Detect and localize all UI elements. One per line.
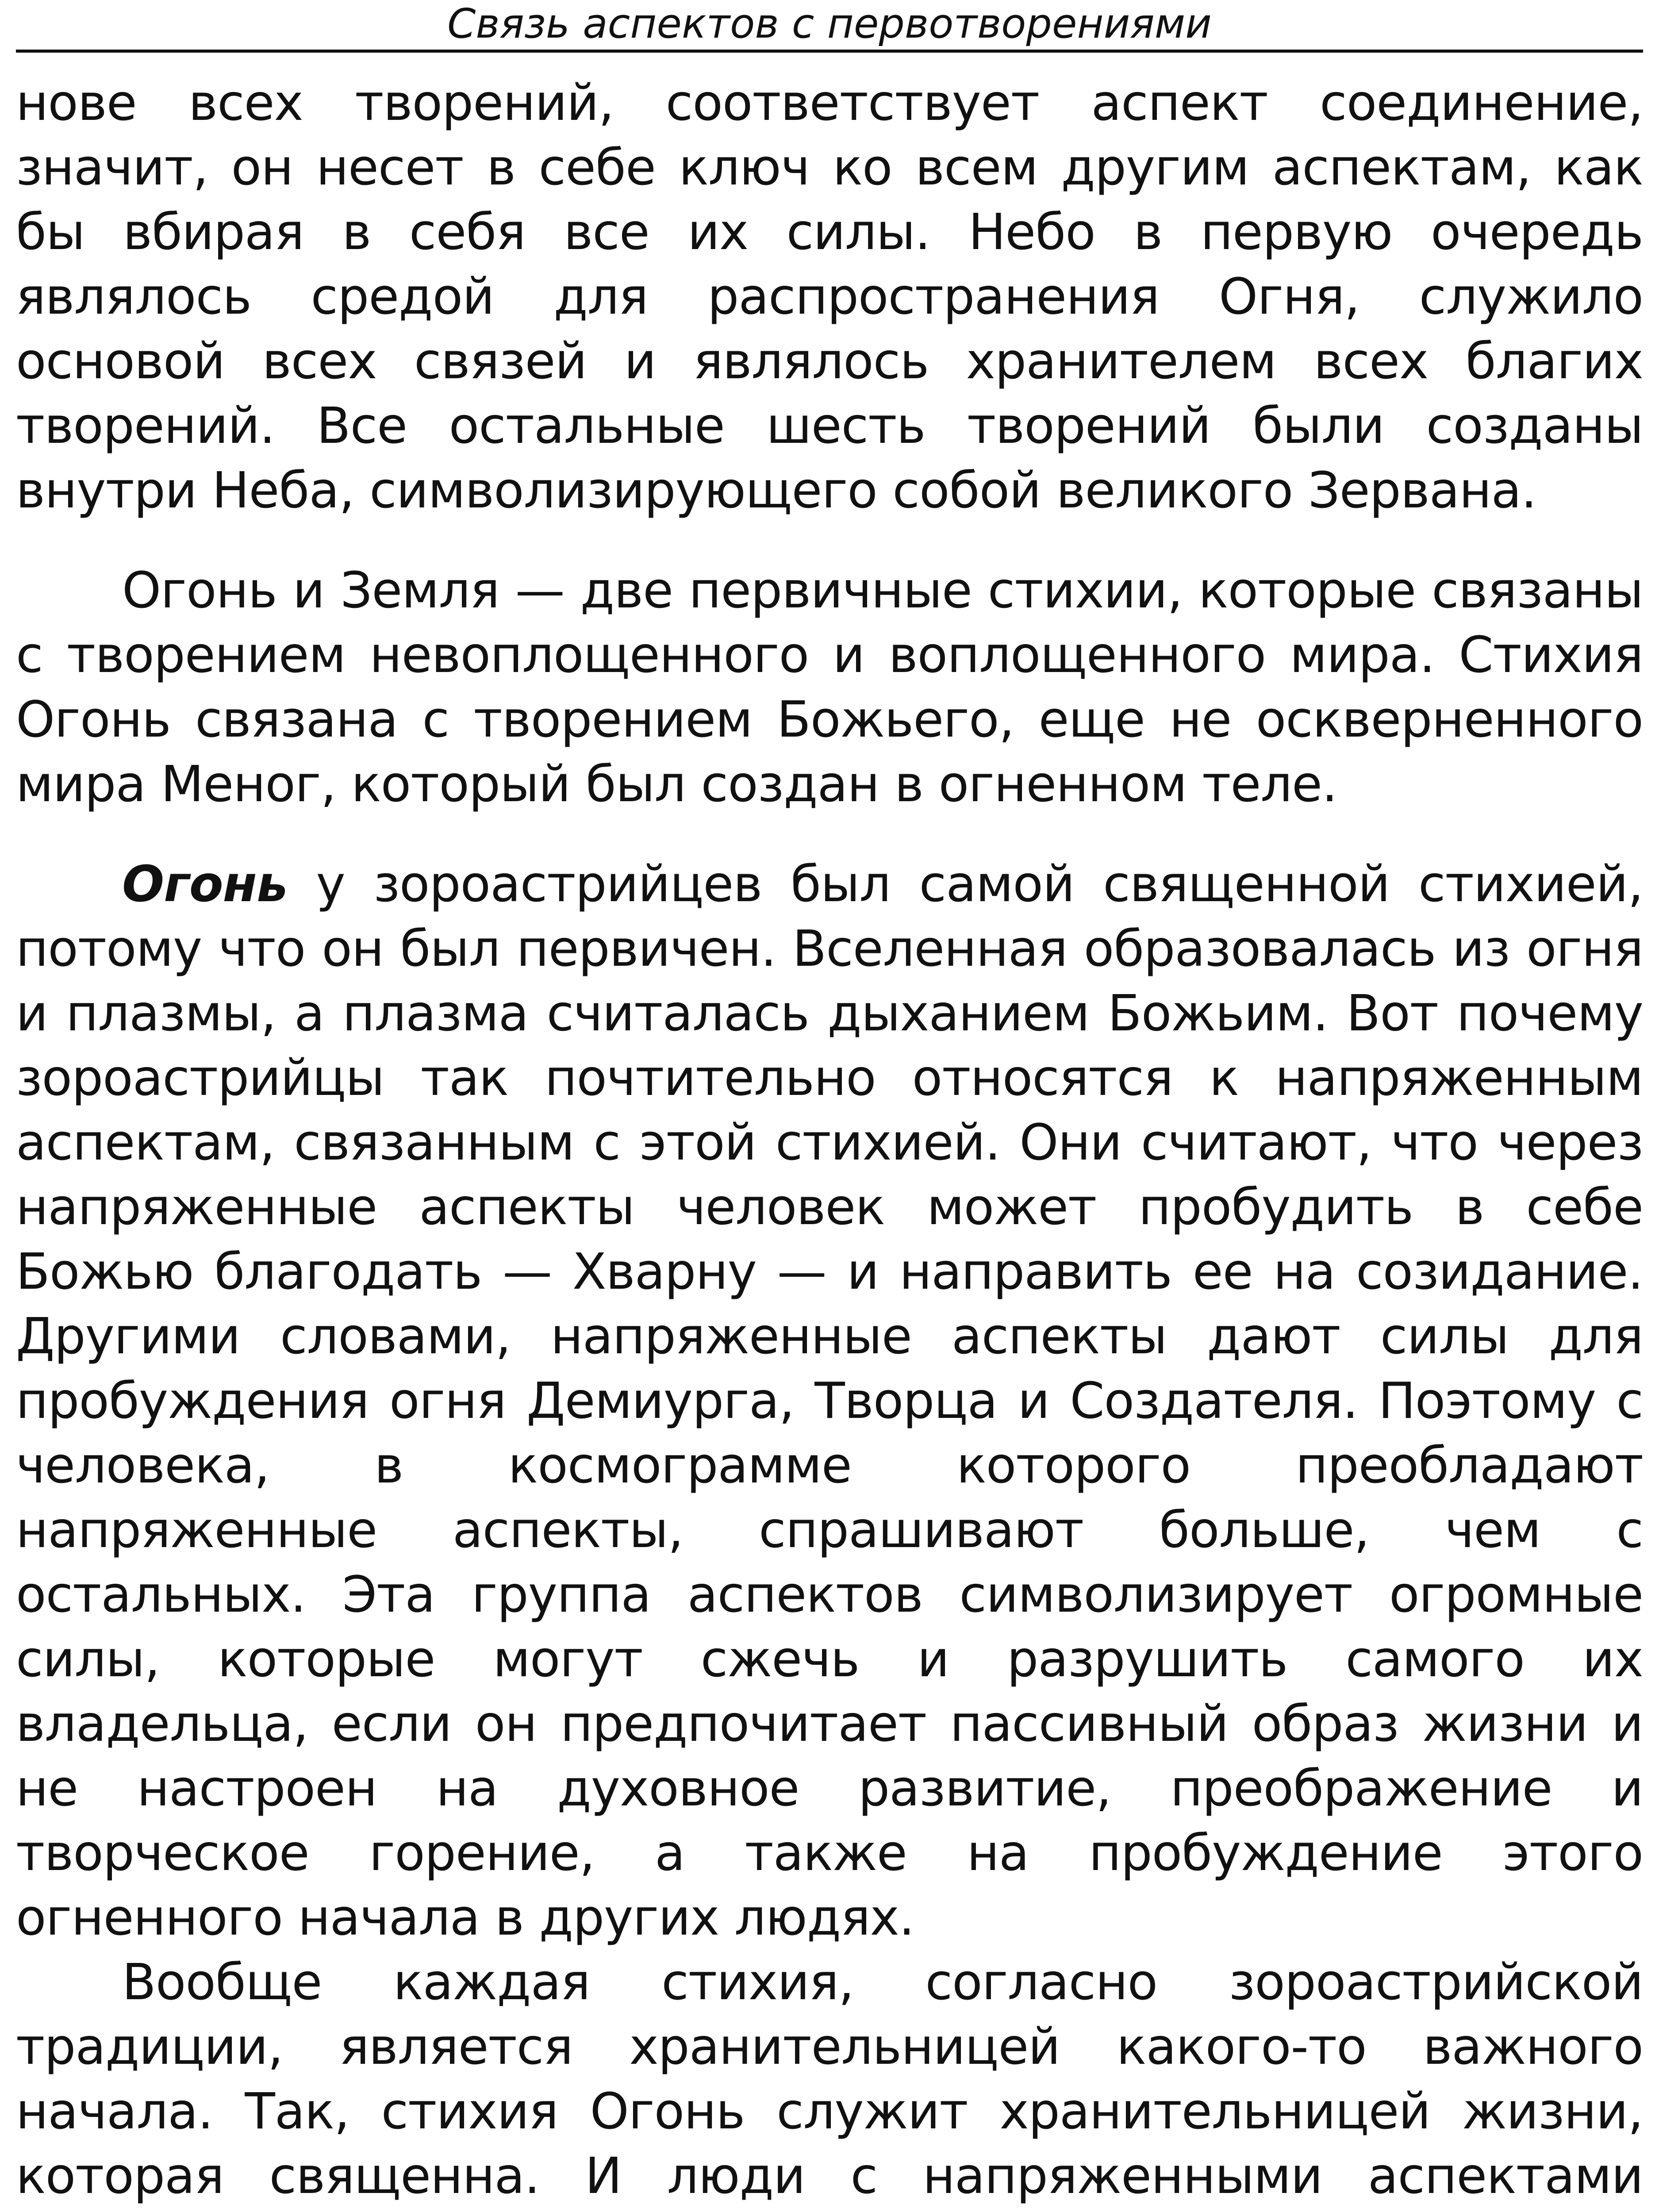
paragraph-elements <box>16 1950 1643 2212</box>
paragraph-fire <box>16 852 1643 1950</box>
paragraph-sky <box>16 71 1643 523</box>
paragraph-text: Огонь и Земля — две первичные стихии, которые связаны с творением невоплощенного и воплощенного мира. Стихия Огонь связана с творением Божьего, еще не оскверненного мира Меног, который был создан в огненном теле. <box>16 562 1643 813</box>
book-page <box>16 0 1643 2212</box>
emphasis-term: Огонь <box>122 856 288 913</box>
running-title: Связь аспектов с первотворениями <box>16 2 1643 53</box>
paragraph-text: нове всех творений, соответствует аспект соединение, значит, он несет в себе ключ ко всем другим аспектам, как бы вбирая в себя все их силы. Небо в первую очередь являлось средой для распространения Огня, служило основой всех связей и являлось хранителем всех благих творений. Все остальные шесть творений были созданы внутри Неба, символизирующего собой великого Зервана. <box>16 74 1643 519</box>
paragraph-fire-earth-intro <box>16 558 1643 817</box>
paragraph-text: Вообще каждая стихия, согласно зороастрийской традиции, является хранительницей какого-то важного начала. Так, стихия Огонь служит хранительницей жизни, которая священна. И люди с напряженными аспектами <box>16 1954 1643 2205</box>
paragraph-text: у зороастрийцев был самой священной стихией, потому что он был первичен. Вселенная образовалась из огня и плазмы, а плазма считалась дыханием Божьим. Вот почему зороастрийцы так почтительно относятся к напряженным аспектам, связанным с этой стихией. Они считают, что через напряженные аспекты человек может пробудить в себе Божью благодать — Хварну — и направить ее на созидание. Другими словами, напряженные аспекты дают силы для пробуждения огня Демиурга, Творца и Создателя. Поэтому с человека, в космограмме которого преобладают напряженные аспекты, спрашивают больше, чем с остальных. Эта группа аспектов символизирует огромные силы, которые могут сжечь и разрушить самого их владельца, если он предпочитает пассивный образ жизни и не настроен на духовное развитие, преображение и творческое горение, а также на пробуждение этого огненного начала в других людях. <box>16 856 1643 1947</box>
body-text <box>16 71 1643 2212</box>
